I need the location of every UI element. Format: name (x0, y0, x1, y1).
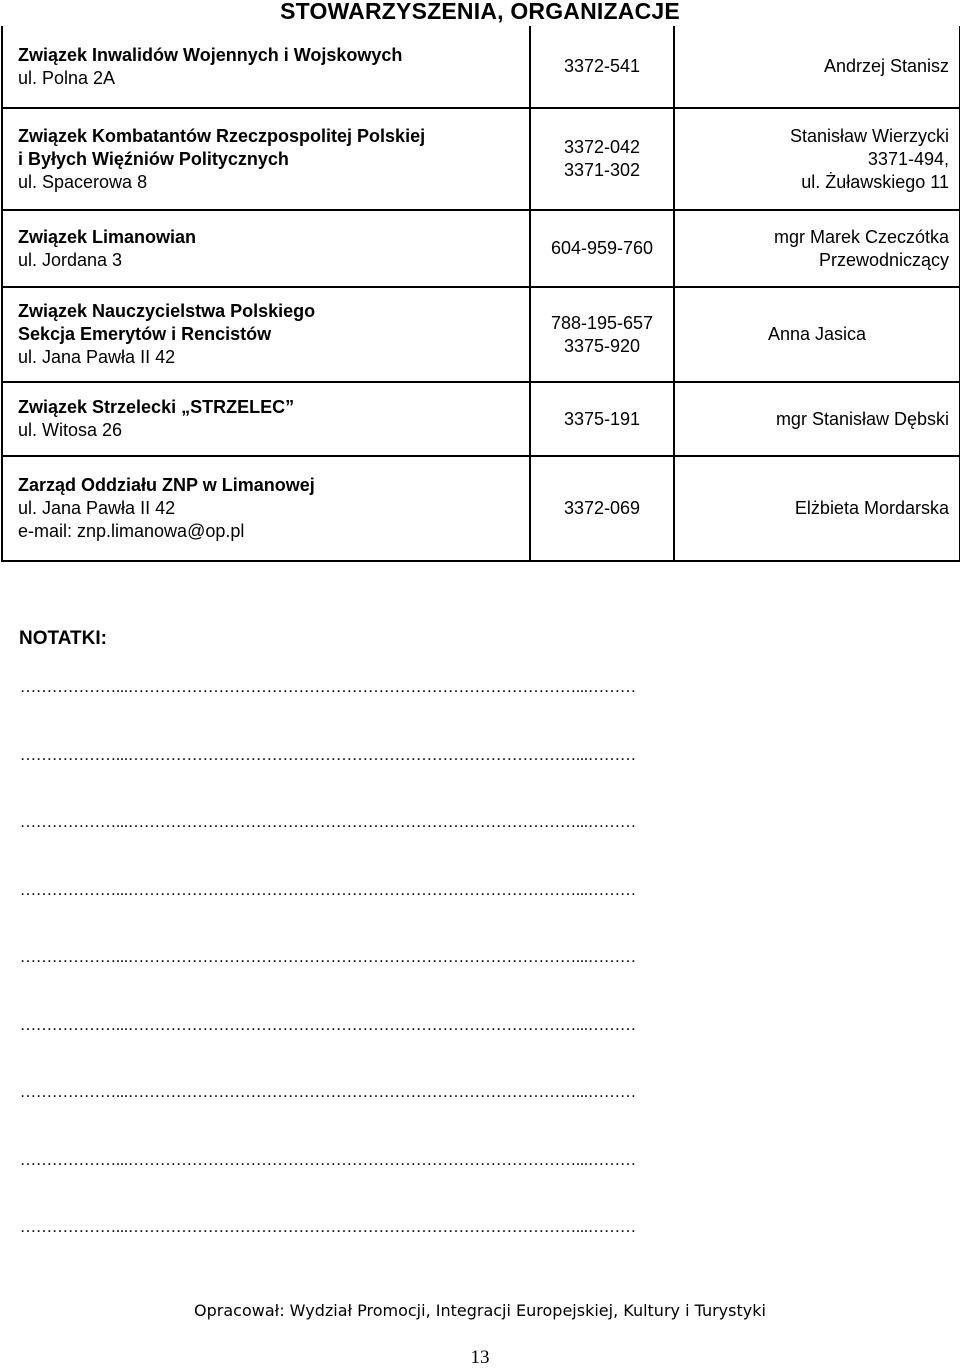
org-contact-cell (674, 456, 960, 561)
org-address: ul. Jana Pawła II 42 (18, 347, 176, 367)
notes-line: ………………...…………………………………………………………………………...……… (20, 884, 636, 898)
org-phone-cell (530, 210, 674, 287)
org-address: ul. Spacerowa 8 (18, 171, 148, 192)
org-contact-role: Przewodniczący (818, 249, 949, 270)
org-name: Związek Inwalidów Wojennych i Wojskowych (18, 44, 403, 65)
notes-line: ………………...…………………………………………………………………………...……… (20, 816, 636, 830)
notes-line: ………………...…………………………………………………………………………...……… (20, 1086, 636, 1100)
table-row (2, 382, 960, 456)
org-contact: mgr Marek Czeczótka (773, 226, 949, 247)
org-phone-cell (530, 382, 674, 456)
page-number: 13 (470, 1347, 490, 1368)
org-name-cell (2, 108, 530, 210)
org-contact: Elżbieta Mordarska (794, 498, 949, 518)
notes-label: NOTATKI: (19, 628, 107, 649)
org-name-cell (2, 26, 530, 108)
org-contact-cell (674, 382, 960, 456)
org-phone-2: 3371-302 (563, 160, 641, 180)
org-name-cell (2, 210, 530, 287)
org-contact: Andrzej Stanisz (823, 56, 949, 76)
org-name-line1: Związek Nauczycielstwa Polskiego (18, 301, 316, 321)
org-name-line2: i Byłych Więźniów Politycznych (18, 148, 289, 169)
org-name: Zarząd Oddziału ZNP w Limanowej (18, 475, 315, 495)
org-name-cell (2, 456, 530, 561)
org-phone-cell (530, 26, 674, 108)
org-phone-1: 788-195-657 (550, 312, 654, 333)
org-address: ul. Polna 2A (18, 67, 116, 88)
org-phone: 3372-069 (563, 498, 641, 518)
org-contact-address: ul. Żuławskiego 11 (801, 171, 949, 192)
org-name: Związek Limanowian (18, 226, 197, 247)
org-address: ul. Witosa 26 (18, 420, 123, 440)
org-contact: mgr Stanisław Dębski (775, 408, 949, 429)
org-name: Związek Strzelecki „STRZELEC” (18, 397, 295, 417)
org-contact-phone: 3371-494, (867, 148, 949, 169)
org-phone: 3375-191 (563, 408, 641, 429)
org-contact-cell (674, 210, 960, 287)
org-name-cell (2, 382, 530, 456)
notes-line: ………………...…………………………………………………………………………...……… (20, 681, 636, 695)
organizations-table (1, 26, 960, 562)
table-row (2, 108, 960, 210)
org-email: e-mail: znp.limanowa@op.pl (18, 521, 245, 541)
notes-line: ………………...…………………………………………………………………………...……… (20, 1221, 636, 1235)
footer-credit: Opracował: Wydział Promocji, Integracji Europejskiej, Kultury i Turystyki (194, 1301, 766, 1320)
org-name-line2: Sekcja Emerytów i Rencistów (18, 324, 272, 344)
org-contact-cell (674, 287, 960, 382)
notes-line: ………………...…………………………………………………………………………...……… (20, 1019, 636, 1033)
notes-line: ………………...…………………………………………………………………………...……… (20, 1154, 636, 1168)
page-title: STOWARZYSZENIA, ORGANIZACJE (280, 0, 680, 24)
org-name-line1: Związek Kombatantów Rzeczpospolitej Polskiej (18, 125, 426, 146)
table-row (2, 210, 960, 287)
org-name-cell (2, 287, 530, 382)
notes-line: ………………...…………………………………………………………………………...……… (20, 749, 636, 763)
org-contact: Stanisław Wierzycki (789, 125, 949, 146)
org-phone: 3372-541 (563, 56, 641, 76)
table-row (2, 456, 960, 561)
org-address: ul. Jordana 3 (18, 249, 123, 270)
org-contact-cell (674, 108, 960, 210)
table-row (2, 287, 960, 382)
org-contact: Anna Jasica (767, 324, 867, 344)
org-phone-2: 3375-920 (563, 335, 641, 356)
org-phone-cell (530, 456, 674, 561)
org-phone-cell (530, 287, 674, 382)
org-address: ul. Jana Pawła II 42 (18, 498, 176, 518)
org-contact-cell (674, 26, 960, 108)
org-phone-1: 3372-042 (563, 137, 641, 157)
notes-line: ………………...…………………………………………………………………………...……… (20, 951, 636, 965)
org-phone-cell (530, 108, 674, 210)
org-phone: 604-959-760 (550, 238, 654, 258)
table-row (2, 26, 960, 108)
